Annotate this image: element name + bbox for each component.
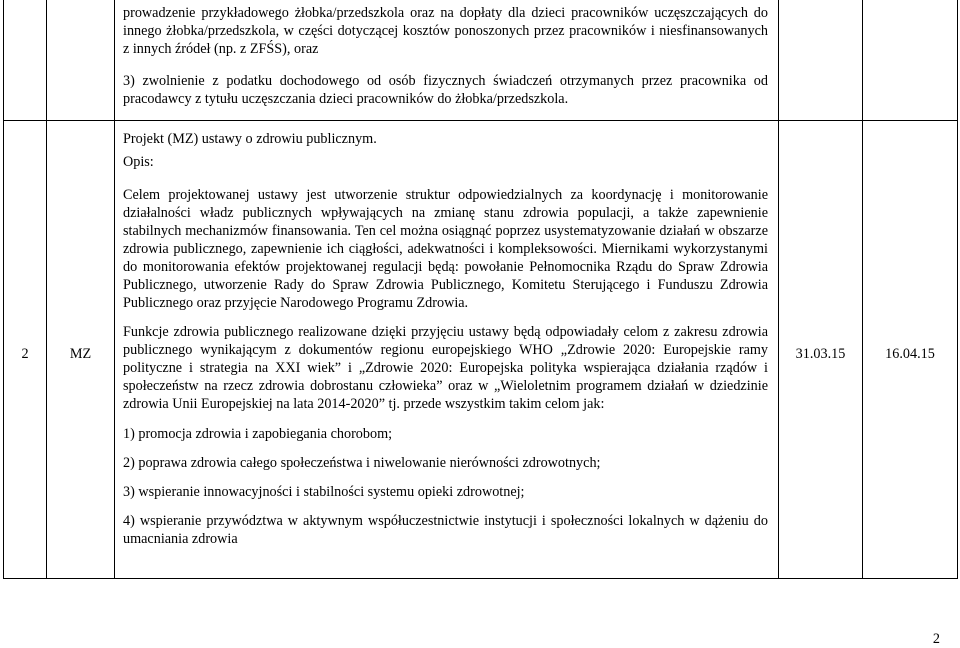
row-number: 2 [21, 346, 29, 362]
ministry-code: MZ [69, 346, 92, 362]
table-left-border [3, 0, 4, 579]
list-item-4: 4) wspieranie przywództwa w aktywnym współuczestnictwie instytucji i społeczności lokalnych w dążeniu do umacniania zdrowia [123, 513, 768, 547]
opis-label: Opis: [123, 154, 154, 170]
column-separator-1 [46, 0, 47, 579]
column-separator-2 [114, 0, 115, 579]
column-separator-4 [862, 0, 863, 579]
row-separator [3, 120, 958, 121]
list-item-2: 2) poprawa zdrowia całego społeczeństwa i niwelowanie nierówności zdrowotnych; [123, 455, 601, 471]
top-row-description [123, 4, 768, 108]
project-description [123, 130, 768, 548]
column-separator-3 [778, 0, 779, 579]
list-item-3: 3) wspieranie innowacyjności i stabilności systemu opieki zdrowotnej; [123, 484, 525, 500]
date-column-1: 31.03.15 [795, 346, 846, 362]
list-item-1: 1) promocja zdrowia i zapobiegania chorobom; [123, 426, 393, 442]
project-title: Projekt (MZ) ustawy o zdrowiu publicznym. [123, 131, 377, 147]
paragraph-functions: Funkcje zdrowia publicznego realizowane dzięki przyjęciu ustawy będą odpowiadały celom z zakresu zdrowia publicznego wynikającym z dokumentów regionu europejskiego WHO „Zdrowie 2020: Europejskie ramy polityczne i strategia na XXI wiek” i „Zdrowie 2020: Europejska polityka wspierająca działania rządów i społeczeństw na rzecz zdrowia dobrostanu człowieka” oraz w „Wieloletnim programem działań w dziedzinie zdrowia Unii Europejskiej na lata 2014-2020” tj. przede wszystkim takim celom jak: [123, 324, 768, 412]
table-right-border [957, 0, 958, 579]
top-row-paragraph-1: prowadzenie przykładowego żłobka/przedszkola oraz na dopłaty dla dzieci pracowników uczęszczających do innego żłobka/przedszkola, w części dotyczącej kosztów ponoszonych przez pracowników i niesfinansowanych z innych źródeł (np. z ZFŚS), oraz [123, 5, 768, 57]
table-bottom-border [3, 578, 958, 579]
top-row-paragraph-2: 3) zwolnienie z podatku dochodowego od osób fizycznych świadczeń otrzymanych przez pracownika od pracodawcy z tytułu uczęszczania dzieci pracowników do żłobka/przedszkola. [123, 73, 768, 107]
paragraph-goal: Celem projektowanej ustawy jest utworzenie struktur odpowiedzialnych za koordynację i monitorowanie działalności władz publicznych wpływających na zmianę stanu zdrowia populacji, a także zapewnienie stabilnych mechanizmów finansowania. Ten cel można osiągnąć poprzez usystematyzowanie działań w obszarze zdrowia publicznego, zapewnienie ich ciągłości, adekwatności i kompleksowości. Miernikami wykorzystanymi do monitorowania efektów projektowanej regulacji będą: powołanie Pełnomocnika Rządu do Spraw Zdrowia Publicznego, utworzenie Rady do Spraw Zdrowia Publicznego, Komitetu Sterującego i Funduszu Zdrowia Publicznego oraz przyjęcie Narodowego Programu Zdrowia. [123, 187, 768, 311]
date-column-2: 16.04.15 [885, 346, 935, 362]
page-number: 2 [932, 631, 940, 647]
